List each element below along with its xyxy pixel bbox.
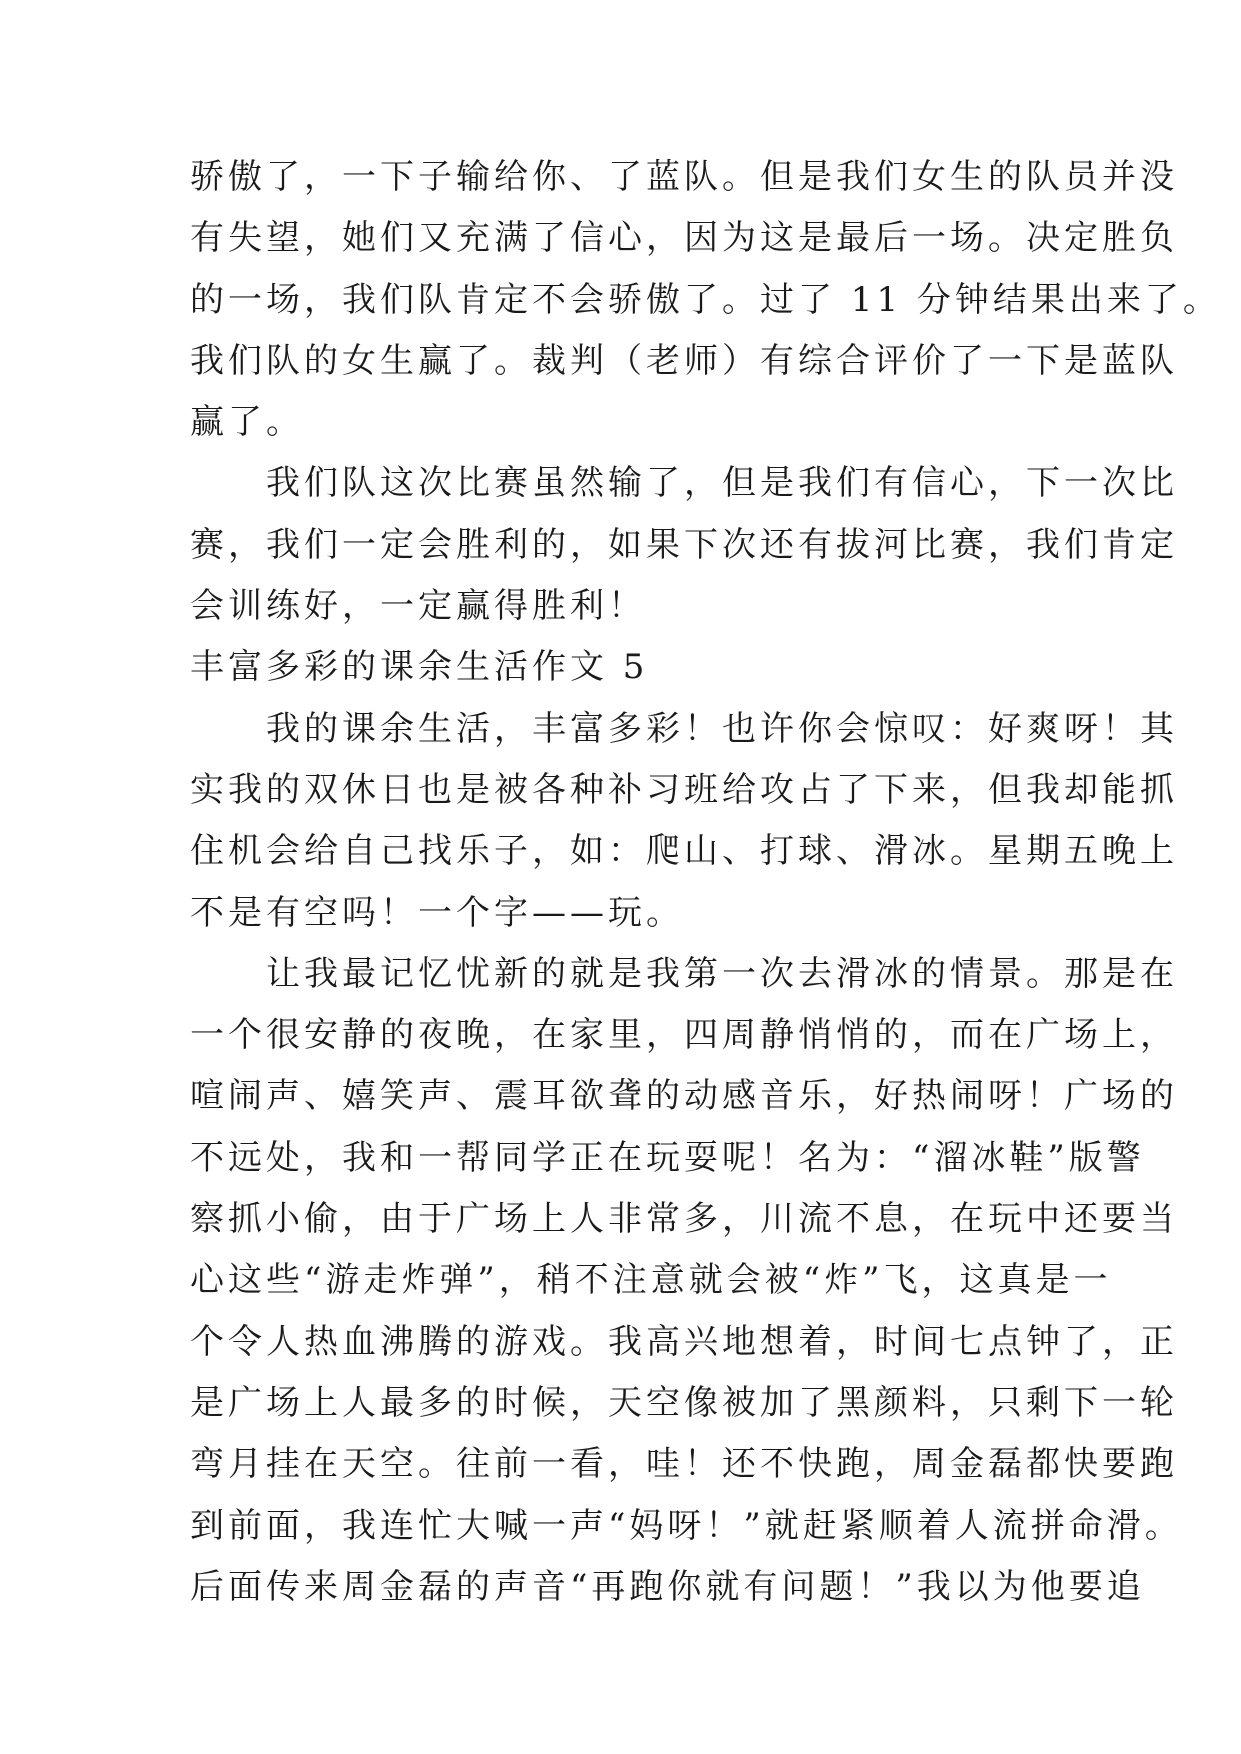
text-line: 实我的双休日也是被各种补习班给攻占了下来，但我却能抓 (190, 769, 1178, 810)
text-line: 让我最记忆忧新的就是我第一次去滑冰的情景。那是在 (190, 953, 1178, 994)
text-line: 到前面，我连忙大喊一声“妈呀！”就赶紧顺着人流拼命滑。 (190, 1505, 1183, 1546)
text-line: 我的课余生活，丰富多彩！也许你会惊叹：好爽呀！其 (190, 708, 1178, 749)
text-line: 心这些“游走炸弹”，稍不注意就会被“炸”飞，这真是一 (190, 1260, 1112, 1301)
text-line: 察抓小偷，由于广场上人非常多，川流不息，在玩中还要当 (190, 1199, 1178, 1240)
text-line: 住机会给自己找乐子，如：爬山、打球、滑冰。星期五晚上 (190, 831, 1178, 872)
document-body (190, 147, 1221, 1618)
text-line: 弯月挂在天空。往前一看，哇！还不快跑，周金磊都快要跑 (190, 1444, 1178, 1485)
text-line: 会训练好，一定赢得胜利！ (190, 586, 646, 627)
text-line: 喧闹声、嬉笑声、震耳欲聋的动感音乐，好热闹呀！广场的 (190, 1076, 1178, 1117)
section-title: 丰富多彩的课余生活作文 5 (190, 647, 649, 688)
text-line: 后面传来周金磊的声音“再跑你就有问题！”我以为他要追 (190, 1566, 1145, 1607)
text-line: 骄傲了，一下子输给你、了蓝队。但是我们女生的队员并没 (190, 157, 1178, 197)
text-line: 的一场，我们队肯定不会骄傲了。过了 11 分钟结果出来了。 (190, 279, 1221, 320)
text-line: 我们队的女生赢了。裁判（老师）有综合评价了一下是蓝队 (190, 340, 1178, 381)
text-line: 我们队这次比赛虽然输了，但是我们有信心，下一次比 (190, 463, 1178, 504)
text-line: 不是有空吗！一个字——玩。 (190, 892, 684, 933)
text-line: 赛，我们一定会胜利的，如果下次还有拔河比赛，我们肯定 (190, 524, 1178, 565)
text-line: 有失望，她们又充满了信心，因为这是最后一场。决定胜负 (190, 218, 1178, 259)
text-line: 不远处，我和一帮同学正在玩耍呢！名为：“溜冰鞋”版警 (190, 1137, 1145, 1178)
text-line: 一个很安静的夜晚，在家里，四周静悄悄的，而在广场上， (190, 1015, 1178, 1056)
text-line: 是广场上人最多的时候，天空像被加了黑颜料，只剩下一轮 (190, 1382, 1178, 1423)
text-line: 赢了。 (190, 402, 304, 443)
text-line: 个令人热血沸腾的游戏。我高兴地想着，时间七点钟了，正 (190, 1321, 1178, 1362)
